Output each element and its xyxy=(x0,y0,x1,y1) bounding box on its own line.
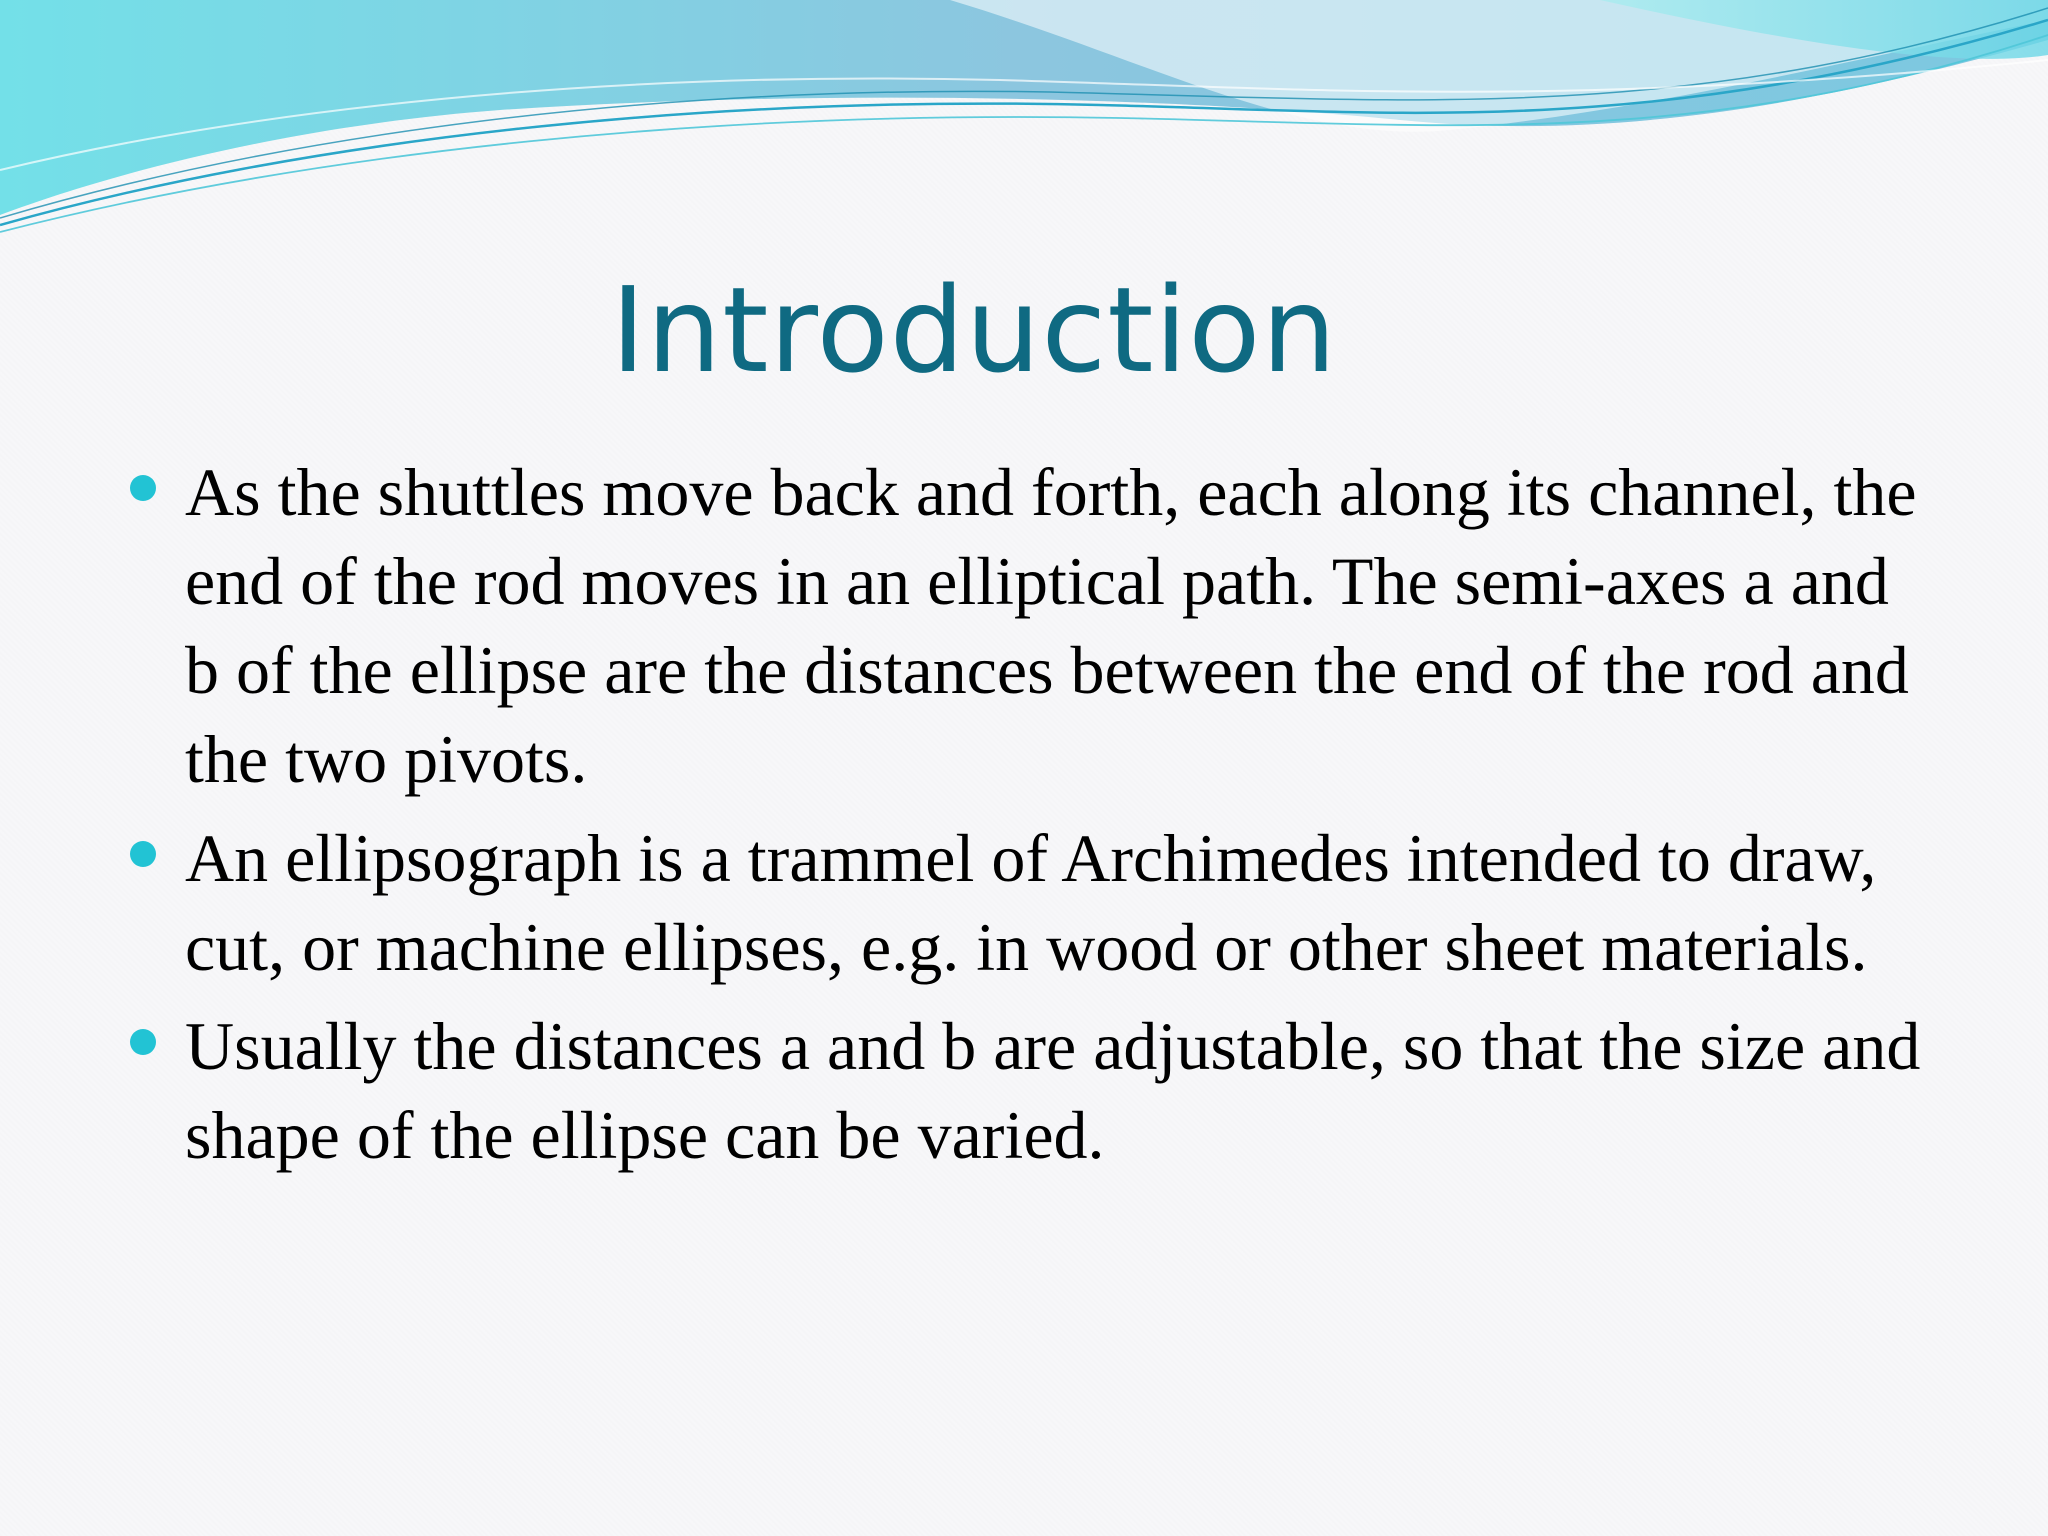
bullet-text: An ellipsograph is a trammel of Archimedes intended to draw, cut, or machine ellipses, e.g. in wood or other sheet materials. xyxy=(185,820,1877,985)
bullet-dot-icon xyxy=(130,1029,156,1055)
header-wave-decoration xyxy=(0,0,2048,260)
bullet-item xyxy=(130,814,1930,992)
slide-title: Introduction xyxy=(610,261,1338,399)
bullet-dot-icon xyxy=(130,475,156,501)
bullet-text: As the shuttles move back and forth, each along its channel, the end of the rod moves in an elliptical path. The semi-axes a and b of the ellipse are the distances between the end of the rod and the two pivots. xyxy=(185,454,1917,797)
bullet-list xyxy=(130,448,1930,1190)
bullet-item xyxy=(130,448,1930,804)
bullet-text: Usually the distances a and b are adjustable, so that the size and shape of the ellipse can be varied. xyxy=(185,1008,1921,1173)
bullet-dot-icon xyxy=(130,841,156,867)
bullet-item xyxy=(130,1002,1930,1180)
